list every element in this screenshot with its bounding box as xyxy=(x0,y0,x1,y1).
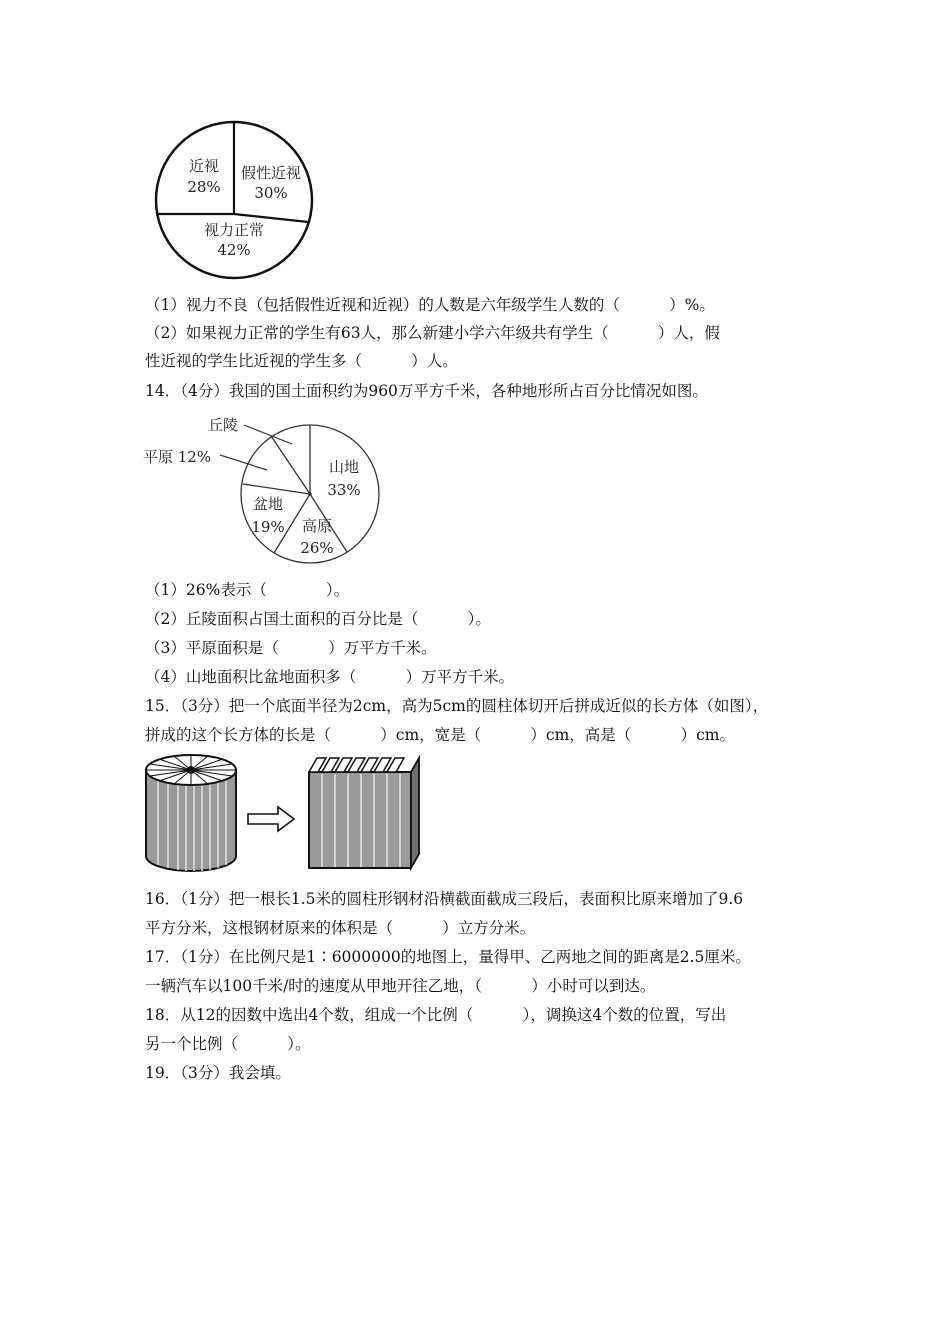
q17-line2: 一辆汽车以100千米/时的速度从甲地开往乙地，（ ）小时可以到达。 xyxy=(145,977,656,995)
q13-part2-line1: （2）如果视力正常的学生有63人，那么新建小学六年级共有学生（ ）人，假 xyxy=(145,324,720,342)
cuboid-front xyxy=(309,772,411,868)
q19-line1: 19．（3分）我会填。 xyxy=(145,1064,291,1082)
pie2-divider-hill xyxy=(271,436,310,494)
cylinder-top-center xyxy=(187,766,195,774)
pie2-callout-hill xyxy=(244,425,292,444)
pie2-divider-plain xyxy=(243,484,310,494)
q14-part3: （3）平原面积是（ ）万平方千米。 xyxy=(145,639,437,657)
q14-part1: （1）26%表示（ ）。 xyxy=(145,581,350,599)
pie1-label-pseudo: 假性近视 xyxy=(240,164,302,182)
pie2-center xyxy=(308,492,312,496)
pie1-value-myopia: 28% xyxy=(187,178,221,196)
q14-part2: （2）丘陵面积占国土面积的百分比是（ ）。 xyxy=(145,610,491,628)
pie1-value-normal: 42% xyxy=(217,241,251,259)
q13-part1: （1）视力不良（包括假性近视和近视）的人数是六年级学生人数的（ ）%。 xyxy=(145,296,715,314)
eyesight-pie-chart xyxy=(150,118,320,282)
pie2-value-mountain: 33% xyxy=(327,481,361,499)
q16-line2: 平方分米，这根钢材原来的体积是（ ）立方分米。 xyxy=(145,919,536,937)
q18-line1: 18．从12的因数中选出4个数，组成一个比例（ ），调换这4个数的位置，写出 xyxy=(145,1006,727,1024)
pie1-label-myopia: 近视 xyxy=(188,157,220,175)
q15-line2: 拼成的这个长方体的长是（ ）cm，宽是（ ）cm，高是（ ）cm。 xyxy=(145,726,735,744)
q16-line1: 16．（1分）把一根长1.5米的圆柱形钢材沿横截面截成三段后，表面积比原来增加了9.6 xyxy=(145,890,744,908)
q14-part4: （4）山地面积比盆地面积多（ ）万平方千米。 xyxy=(145,668,515,686)
pie1-label-normal: 视力正常 xyxy=(203,221,265,239)
right-arrow-icon xyxy=(248,807,294,831)
pie2-value-basin: 19% xyxy=(251,518,285,536)
pie2-label-plateau: 高原 xyxy=(301,517,333,535)
pie2-callout-plain xyxy=(220,455,267,470)
q18-line2: 另一个比例（ ）。 xyxy=(145,1035,311,1053)
pie2-callout-plain-label: 平原 12% xyxy=(143,448,212,466)
pie2-label-basin: 盆地 xyxy=(252,495,284,513)
q17-line1: 17．（1分）在比例尺是1∶6000000的地图上，量得甲、乙两地之间的距离是2.5厘米。 xyxy=(145,948,751,966)
pie2-value-plateau: 26% xyxy=(300,539,334,557)
q14-stem: 14．（4分）我国的国土面积约为960万平方千米，各种地形所占百分比情况如图。 xyxy=(145,382,708,400)
terrain-pie-chart xyxy=(140,410,390,570)
cuboid-side xyxy=(411,758,419,868)
q15-line1: 15．（3分）把一个底面半径为2cm，高为5cm的圆柱体切开后拼成近似的长方体（如图）， xyxy=(145,697,769,715)
cylinder-to-cuboid-figure xyxy=(144,752,424,874)
cuboid-top-teeth xyxy=(309,758,404,772)
q13-part2-line2: 性近视的学生比近视的学生多（ ）人。 xyxy=(145,352,458,370)
pie2-label-mountain: 山地 xyxy=(328,458,360,476)
pie2-callout-hill-label: 丘陵 xyxy=(208,416,239,434)
pie1-value-pseudo: 30% xyxy=(254,184,288,202)
